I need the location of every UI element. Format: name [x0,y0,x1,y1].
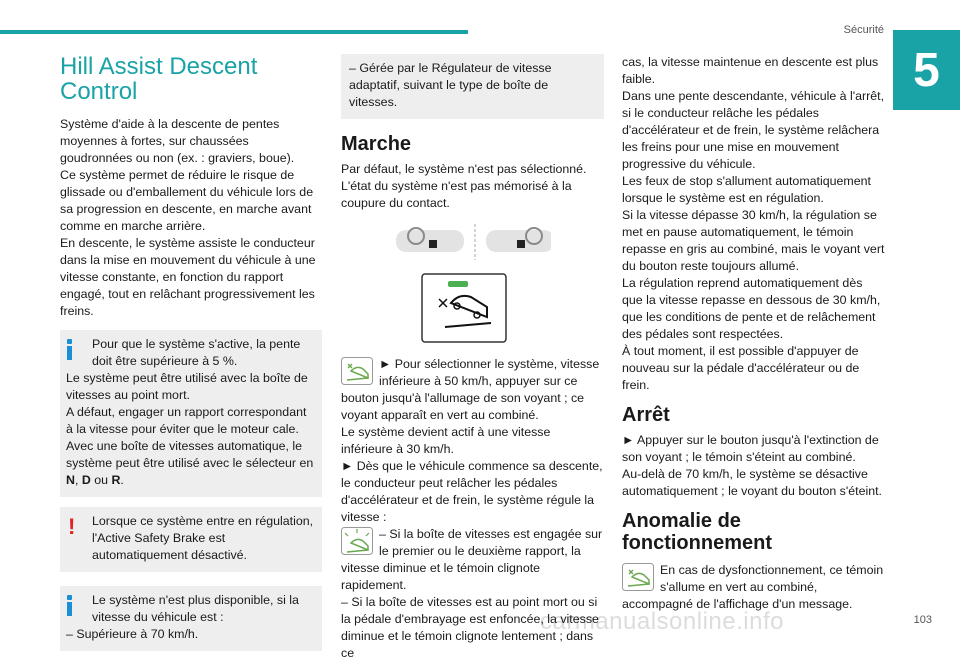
heading-anomalie: Anomalie de fonctionnement [622,510,772,554]
hadc-button-illustration [421,273,604,348]
intro-paragraph: En descente, le système assiste le conducteur dans la mise en mouvement du véhicule à une vitesse constante, en fonction du rapport engagé, tout en relâchant progressivement les freins. [60,236,316,318]
section-title: Sécurité [843,24,884,36]
column-right: cas, la vitesse maintenue en descente est plus faible. Dans une pente descendante, véhicule à l'arrêt, si le conducteur relâche les pédales d'accélérateur et de frein, le système relâchera les freins pour une mise en mouvement progressive du véhicule. Les feux de stop s'allument automatiquement lorsque le système est en régulation. Si la vitesse dépasse 30 km/h, la régulation se met en pause automatiquement, le témoin repasse en gris au combiné, mais le voyant vert du bouton reste toujours allumé. La régulation reprend automatiquement dès que la vitesse repasse en dessous de 30 km/h, que les conditions de pente et de relâchement des pédales sont respectées. À tout moment, il est possible d'appuyer de nouveau sur la pédale d'accélérateur ou de frein. Arrêt ► Appuyer sur le bouton jusqu'à l'extinction de son voyant ; le témoin s'éteint au combiné. Au-delà de 70 km/h, le système se désactive automatiquement ; le voyant du bouton s'éteint. Anomalie de fonctionnement En cas de dysfonctionnement, ce témoin s'allume en vert au combiné, accompagné de l'affichage d'un message. [622,55,885,611]
info-icon [66,595,72,617]
warning-icon: ! [68,514,76,539]
info-icon [66,339,72,361]
intro-paragraph: Ce système permet de réduire le risque de glissade ou d'emballement du véhicule lors de sa progression en descente, en marche avant comme en marche arrière. [60,168,314,233]
intro-paragraph: Système d'aide à la descente de pentes moyennes à fortes, sur chaussées goudronnées ou non (ex. : graviers, boue). [60,117,295,165]
chapter-number-tab: 5 [893,30,960,110]
steering-wheel-button-illustration [391,222,604,267]
hadc-blinking-lamp-icon [341,527,373,555]
hadc-fault-lamp-icon [622,563,654,591]
header-accent-bar [0,30,468,34]
page-number: 103 [913,614,932,626]
hadc-warning-lamp-icon [341,357,373,385]
page-title: Hill Assist Descent Control [60,53,258,105]
info-note-box: Pour que le système s'active, la pente doit être supérieure à 5 %. Le système peut être utilisé avec la boîte de vitesses au point mort. A défaut, engager un rapport correspondant à la vitesse pour éviter que le moteur cale. Avec une boîte de vitesses automatique, le système peut être utilisé avec le sélecteur en N, D ou R. [60,330,322,497]
continued-note-box: – Gérée par le Régulateur de vitesse adaptatif, suivant le type de boîte de vitesses. [341,54,604,119]
heading-arret: Arrêt [622,404,670,426]
heading-marche: Marche [341,133,412,155]
column-left [60,54,322,651]
watermark: carmanualsonline.info [540,608,784,635]
column-middle: – Gérée par le Régulateur de vitesse adaptatif, suivant le type de boîte de vitesses. Marche Par défaut, le système n'est pas sélectionné. L'état du système n'est pas mémorisé à la coupure du contact. ► Pour sélectionner le système, vitesse inférieure à 50 km/h, appuyer sur ce bouton jusqu'à l'allumage de son voyant ; ce voyant apparaît en vert au combiné. Le système devient actif à une vitesse inférieure à 30 km/h. ► Dès que le véhicule commence sa descente, le conducteur peut relâcher les pédales d'accélérateur et de frein, le système régule la vitesse : – Si la boîte de vitesses est engagée sur le premier ou le deuxième rapport, la vitesse diminue et le témoin clignote rapidement. – Si la boîte de vitesses est au point mort ou si la pédale d'embrayage est enfoncée, la vitesse diminue et le témoin clignote lentement ; dans ce [341,54,604,662]
info-note-box: Le système n'est plus disponible, si la vitesse du véhicule est : – Supérieure à 70 km/h. [60,586,322,651]
warning-note-box: ! Lorsque ce système entre en régulation, l'Active Safety Brake est automatiquement désactivé. [60,507,322,572]
